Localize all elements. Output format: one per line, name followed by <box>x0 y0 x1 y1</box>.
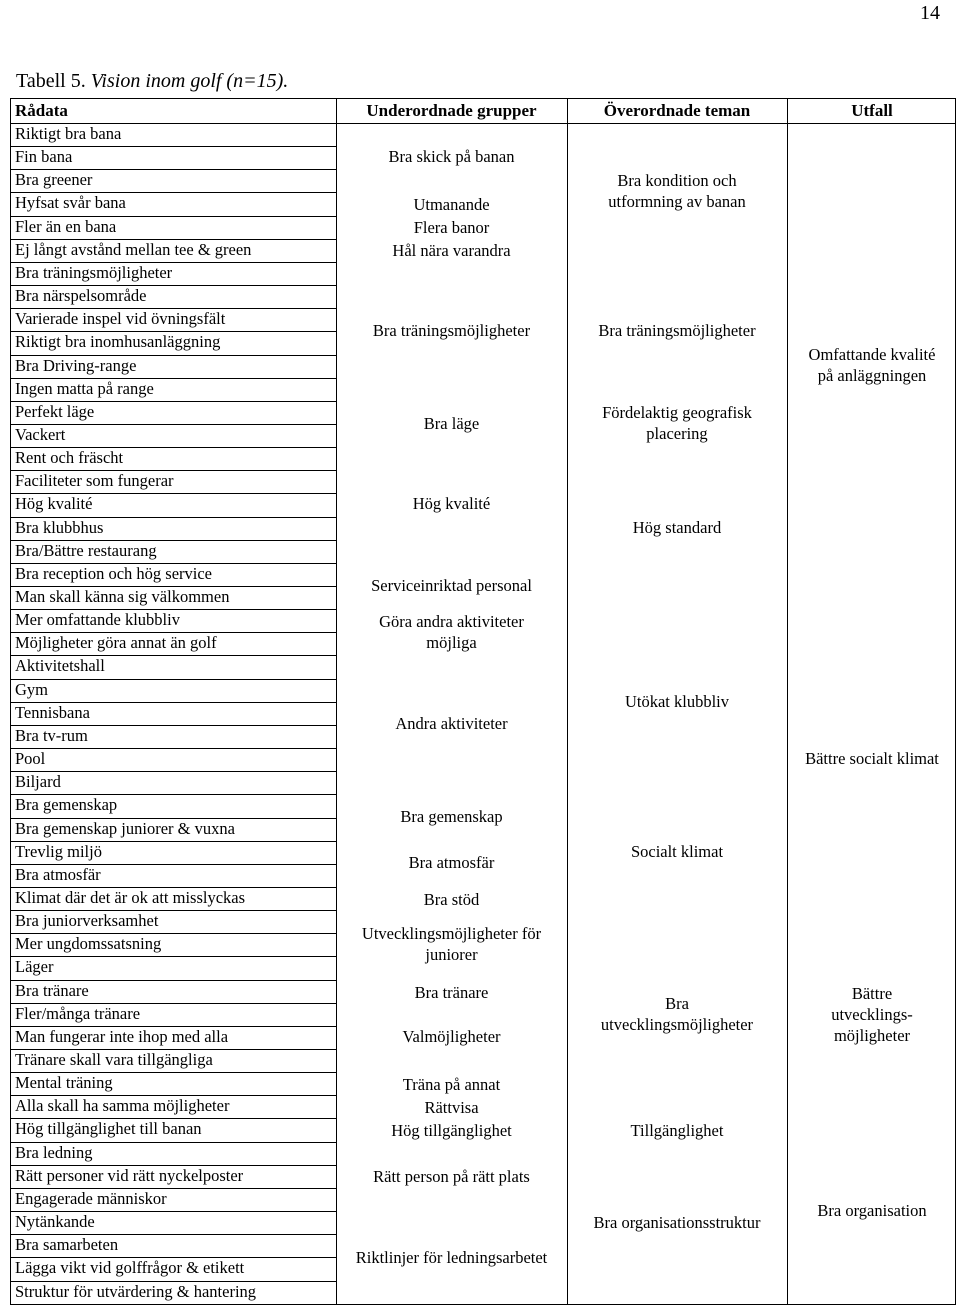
row-divider <box>11 1165 336 1166</box>
raw-data-item: Riktigt bra bana <box>15 124 122 143</box>
caption-prefix: Tabell 5. <box>16 70 91 92</box>
raw-data-item: Tränare skall vara tillgängliga <box>15 1050 213 1069</box>
subgroup-cell: Bra skick på banan <box>388 147 515 166</box>
header-overordnade-teman: Överordnade teman <box>603 101 751 120</box>
row-divider <box>11 401 336 402</box>
raw-data-item: Rätt personer vid rätt nyckelposter <box>15 1165 244 1185</box>
raw-data-item: Bra närspelsområde <box>15 286 147 306</box>
row-divider <box>11 725 336 726</box>
raw-data-item: Mer ungdomssatsning <box>15 934 162 954</box>
subgroup-cell: Bra träningsmöjligheter <box>372 321 531 340</box>
raw-data-item: Tennisbana <box>15 702 90 722</box>
row-divider <box>11 632 336 633</box>
raw-data-item: Fler än en bana <box>15 216 117 236</box>
raw-data-item: Fler/många tränare <box>15 1003 141 1023</box>
theme-cell: Bra organisationsstruktur <box>593 1213 761 1232</box>
row-divider <box>11 771 336 772</box>
raw-data-item: Alla skall ha samma möjligheter <box>15 1096 230 1116</box>
raw-data-item: Bra ledning <box>15 1142 93 1162</box>
theme-cell: Bra utvecklingsmöjligheter <box>600 994 754 1034</box>
row-divider <box>11 1142 336 1143</box>
raw-data-item: Hög kvalité <box>15 494 93 514</box>
raw-data-item: Bra reception och hög service <box>15 563 213 583</box>
subgroup-cell: Träna på annat <box>402 1075 501 1094</box>
raw-data-item: Bra tränare <box>15 980 89 1000</box>
outcome-cell: Omfattande kvalité på anläggningen <box>808 345 936 385</box>
raw-data-item: Fin bana <box>15 147 73 167</box>
subgroup-cell: Bra tränare <box>414 983 489 1002</box>
raw-data-item: Bra gemenskap <box>15 795 118 815</box>
raw-data-item: Man skall känna sig välkommen <box>15 587 230 606</box>
row-divider <box>11 493 336 494</box>
theme-cell: Tillgänglighet <box>630 1121 724 1140</box>
header-divider <box>11 123 955 124</box>
row-divider <box>11 1026 336 1027</box>
raw-data-item: Struktur för utvärdering & hantering <box>15 1281 257 1301</box>
subgroup-cell: Bra läge <box>423 414 480 433</box>
raw-data-item: Riktigt bra inomhusanläggning <box>15 332 221 352</box>
row-divider <box>11 679 336 680</box>
raw-data-item: Faciliteter som fungerar <box>15 471 174 491</box>
subgroup-cell: Rättvisa <box>424 1098 479 1117</box>
row-divider <box>11 470 336 471</box>
subgroup-cell: Riktlinjer för ledningsarbetet <box>355 1248 548 1267</box>
raw-data-item: Biljard <box>15 772 61 792</box>
row-divider <box>11 424 336 425</box>
subgroup-cell: Bra atmosfär <box>408 853 495 872</box>
raw-data-item: Hyfsat svår bana <box>15 193 126 213</box>
subgroup-cell: Utmanande <box>413 195 490 214</box>
theme-cell: Socialt klimat <box>630 842 724 861</box>
row-divider <box>11 1257 336 1258</box>
raw-data-item: Bra Driving-range <box>15 355 137 375</box>
header-radata: Rådata <box>15 101 68 120</box>
row-divider <box>11 1234 336 1235</box>
row-divider <box>11 1072 336 1073</box>
raw-data-item: Klimat där det är ok att misslyckas <box>15 887 246 907</box>
subgroup-cell: Utvecklingsmöjligheter för juniorer <box>361 924 542 964</box>
row-divider <box>11 1003 336 1004</box>
row-divider <box>11 748 336 749</box>
row-divider <box>11 609 336 610</box>
theme-cell: Bra kondition och utformning av banan <box>608 171 746 211</box>
raw-data-item: Möjligheter göra annat än golf <box>15 633 217 653</box>
raw-data-item: Bra atmosfär <box>15 864 101 884</box>
subgroup-cell: Bra gemenskap <box>400 807 503 826</box>
table-caption <box>16 70 288 93</box>
row-divider <box>11 239 336 240</box>
raw-data-item: Rent och fräscht <box>15 448 124 468</box>
row-divider <box>11 655 336 656</box>
subgroup-cell: Bra stöd <box>423 890 480 909</box>
row-divider <box>11 378 336 379</box>
subgroup-cell: Valmöjligheter <box>402 1027 501 1046</box>
raw-data-item: Varierade inspel vid övningsfält <box>15 309 226 329</box>
row-divider <box>11 192 336 193</box>
row-divider <box>11 216 336 217</box>
row-divider <box>11 563 336 564</box>
row-divider <box>11 540 336 541</box>
raw-data-item: Bra samarbeten <box>15 1235 119 1255</box>
row-divider <box>11 1118 336 1119</box>
row-divider <box>11 285 336 286</box>
subgroup-cell: Göra andra aktiviteter möjliga <box>379 612 524 652</box>
subgroup-cell: Flera banor <box>413 218 490 237</box>
raw-data-item: Bra juniorverksamhet <box>15 911 159 931</box>
row-divider <box>11 910 336 911</box>
subgroup-cell: Hål nära varandra <box>392 241 511 260</box>
raw-data-item: Nytänkande <box>15 1212 95 1232</box>
theme-cell: Bra träningsmöjligheter <box>598 321 756 340</box>
raw-data-item: Trevlig miljö <box>15 841 102 861</box>
row-divider <box>11 956 336 957</box>
header-underordnade-grupper: Underordnade grupper <box>366 101 537 120</box>
row-divider <box>11 864 336 865</box>
row-divider <box>11 169 336 170</box>
raw-data-item: Bra/Bättre restaurang <box>15 540 157 560</box>
row-divider <box>11 980 336 981</box>
raw-data-item: Mental träning <box>15 1073 113 1093</box>
row-divider <box>11 1211 336 1212</box>
subgroup-cell: Rätt person på rätt plats <box>373 1167 530 1186</box>
subgroup-cell: Andra aktiviteter <box>395 714 508 733</box>
row-divider <box>11 262 336 263</box>
row-divider <box>11 818 336 819</box>
row-divider <box>11 887 336 888</box>
raw-data-item: Ingen matta på range <box>15 378 154 398</box>
row-divider <box>11 1049 336 1050</box>
outcome-cell: Bra organisation <box>817 1201 927 1220</box>
subgroup-cell: Hög tillgänglighet <box>391 1121 512 1140</box>
row-divider <box>11 1281 336 1282</box>
raw-data-item: Vackert <box>15 424 66 444</box>
row-divider <box>11 933 336 934</box>
subgroup-cell: Hög kvalité <box>412 494 491 513</box>
row-divider <box>11 841 336 842</box>
raw-data-item: Aktivitetshall <box>15 656 105 676</box>
page-number: 14 <box>920 2 940 24</box>
raw-data-item: Ej långt avstånd mellan tee & green <box>15 239 252 259</box>
raw-data-item: Läger <box>15 957 54 977</box>
raw-data-item: Gym <box>15 679 48 699</box>
raw-data-item: Hög tillgänglighet till banan <box>15 1119 202 1139</box>
raw-data-item: Engagerade människor <box>15 1188 167 1208</box>
subgroup-cell: Serviceinriktad personal <box>371 576 532 595</box>
caption-title: Vision inom golf (n=15). <box>90 70 289 92</box>
row-divider <box>11 794 336 795</box>
row-divider <box>11 517 336 518</box>
raw-data-item: Bra klubbhus <box>15 517 104 537</box>
vision-table <box>10 98 956 1305</box>
outcome-cell: Bättre utvecklings- möjligheter <box>831 984 913 1045</box>
raw-data-item: Pool <box>15 749 46 769</box>
theme-cell: Hög standard <box>632 518 722 537</box>
column-divider <box>787 99 788 1304</box>
row-divider <box>11 331 336 332</box>
raw-data-item: Mer omfattande klubbliv <box>15 610 180 630</box>
row-divider <box>11 1095 336 1096</box>
raw-data-item: Man fungerar inte ihop med alla <box>15 1026 229 1046</box>
header-utfall: Utfall <box>851 101 893 120</box>
theme-cell: Utökat klubbliv <box>624 692 730 711</box>
row-divider <box>11 308 336 309</box>
raw-data-item: Bra träningsmöjligheter <box>15 262 173 282</box>
row-divider <box>11 447 336 448</box>
raw-data-item: Lägga vikt vid golffrågor & etikett <box>15 1258 245 1278</box>
row-divider <box>11 355 336 356</box>
row-divider <box>11 702 336 703</box>
raw-data-item: Bra tv-rum <box>15 725 88 745</box>
row-divider <box>11 586 336 587</box>
raw-data-item: Bra greener <box>15 170 93 190</box>
theme-cell: Fördelaktig geografisk placering <box>602 403 752 443</box>
raw-data-item: Bra gemenskap juniorer & vuxna <box>15 818 235 838</box>
row-divider <box>11 1188 336 1189</box>
row-divider <box>11 146 336 147</box>
outcome-cell: Bättre socialt klimat <box>805 749 939 768</box>
raw-data-item: Perfekt läge <box>15 401 95 421</box>
